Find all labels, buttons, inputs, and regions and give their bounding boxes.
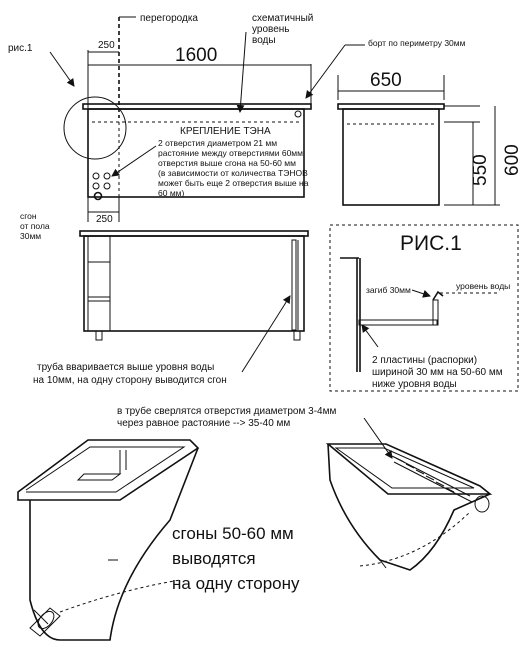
perspective-views <box>18 405 490 640</box>
detail-water-level-label: уровень воды <box>456 281 511 291</box>
pipe-outlet-left <box>96 331 102 340</box>
fig1-arrow <box>50 52 74 86</box>
heater-line-2: растояние между отверстиями 60мм <box>158 148 303 158</box>
left-tank-top <box>18 440 198 500</box>
plates-line-2: шириной 30 мм на 50-60 мм <box>372 367 503 378</box>
pipe-label-2: на 10мм, на одну сторону выводится сгон <box>33 375 227 386</box>
dim-250-top: 250 <box>98 40 115 51</box>
fig1-label: рис.1 <box>8 43 33 54</box>
water-level-arrow <box>240 32 246 112</box>
left-tank-plate <box>78 474 120 480</box>
drain-hole <box>95 193 102 200</box>
rim-arrow <box>306 45 345 98</box>
detail-plate <box>359 320 437 325</box>
heater-line-6: 60 мм) <box>158 188 185 198</box>
drains-arrow-left <box>60 580 180 612</box>
heater-hole-2 <box>104 173 110 179</box>
water-level-label-1: схематичный <box>252 13 314 24</box>
tank2-body <box>84 236 304 331</box>
drill-line-1: в трубе сверлятся отверстия диаметром 3-4мм <box>117 406 337 417</box>
water-level-label-2: уровень <box>252 24 290 35</box>
heater-hole-3 <box>93 183 99 189</box>
plates-arrow <box>362 325 378 347</box>
drains-line-1: сгоны 50-60 мм <box>172 524 294 543</box>
top-hole <box>295 111 301 117</box>
dim-1600: 1600 <box>175 45 218 66</box>
pipe-arrow <box>242 296 290 372</box>
heater-hole-1 <box>93 173 99 179</box>
pipe-outlet-right <box>294 331 300 340</box>
detail-fig1 <box>330 225 518 391</box>
heater-title: КРЕПЛЕНИЕ ТЭНА <box>180 126 271 137</box>
side-view <box>338 70 523 205</box>
heater-line-5: может быть еще 2 отверстия выше на <box>158 178 309 188</box>
drains-line-2: выводятся <box>172 549 256 568</box>
bend-label: загиб 30мм <box>366 285 411 295</box>
dim-650: 650 <box>370 70 402 91</box>
dim-600: 600 <box>502 144 523 176</box>
side-body <box>343 109 439 205</box>
left-tank-inner <box>26 447 184 492</box>
dim-250-bottom: 250 <box>96 214 113 225</box>
drain-label-3: 30мм <box>20 231 42 241</box>
drill-arrow <box>364 418 392 458</box>
rim-label: борт по периметру 30мм <box>368 38 466 48</box>
right-tank-top <box>328 444 490 494</box>
front-view-pipe <box>33 231 308 386</box>
drains-line-3: на одну сторону <box>172 574 300 593</box>
drain-label-1: сгон <box>20 211 37 221</box>
plates-line-1: 2 пластины (распорки) <box>372 355 478 366</box>
heater-hole-4 <box>104 183 110 189</box>
heater-line-3: отверстия выше сгона на 50-60 мм <box>158 158 296 168</box>
water-level-label-3: воды <box>252 35 276 46</box>
left-outlet-pipe <box>30 608 60 636</box>
heater-line-4: (в зависимости от количества ТЭНОВ <box>158 168 308 178</box>
bend-arrow <box>412 290 430 296</box>
dim-550: 550 <box>470 154 491 186</box>
drill-line-2: через равное растояние --> 35-40 мм <box>117 418 291 429</box>
drains-arrow-right <box>360 512 470 566</box>
drain-label-2: от пола <box>20 221 50 231</box>
partition-label: перегородка <box>140 13 198 24</box>
left-tank-wall <box>30 448 198 640</box>
pipe-vertical <box>292 240 296 330</box>
plates-line-3: ниже уровня воды <box>372 379 457 390</box>
right-tank-wall <box>328 444 490 570</box>
front-view <box>8 13 466 241</box>
detail-circle <box>64 97 126 159</box>
pipe-label-1: труба вваривается выше уровня воды <box>37 362 215 373</box>
detail-title: РИС.1 <box>400 232 462 255</box>
heater-line-1: 2 отверстия диаметром 21 мм <box>158 138 278 148</box>
